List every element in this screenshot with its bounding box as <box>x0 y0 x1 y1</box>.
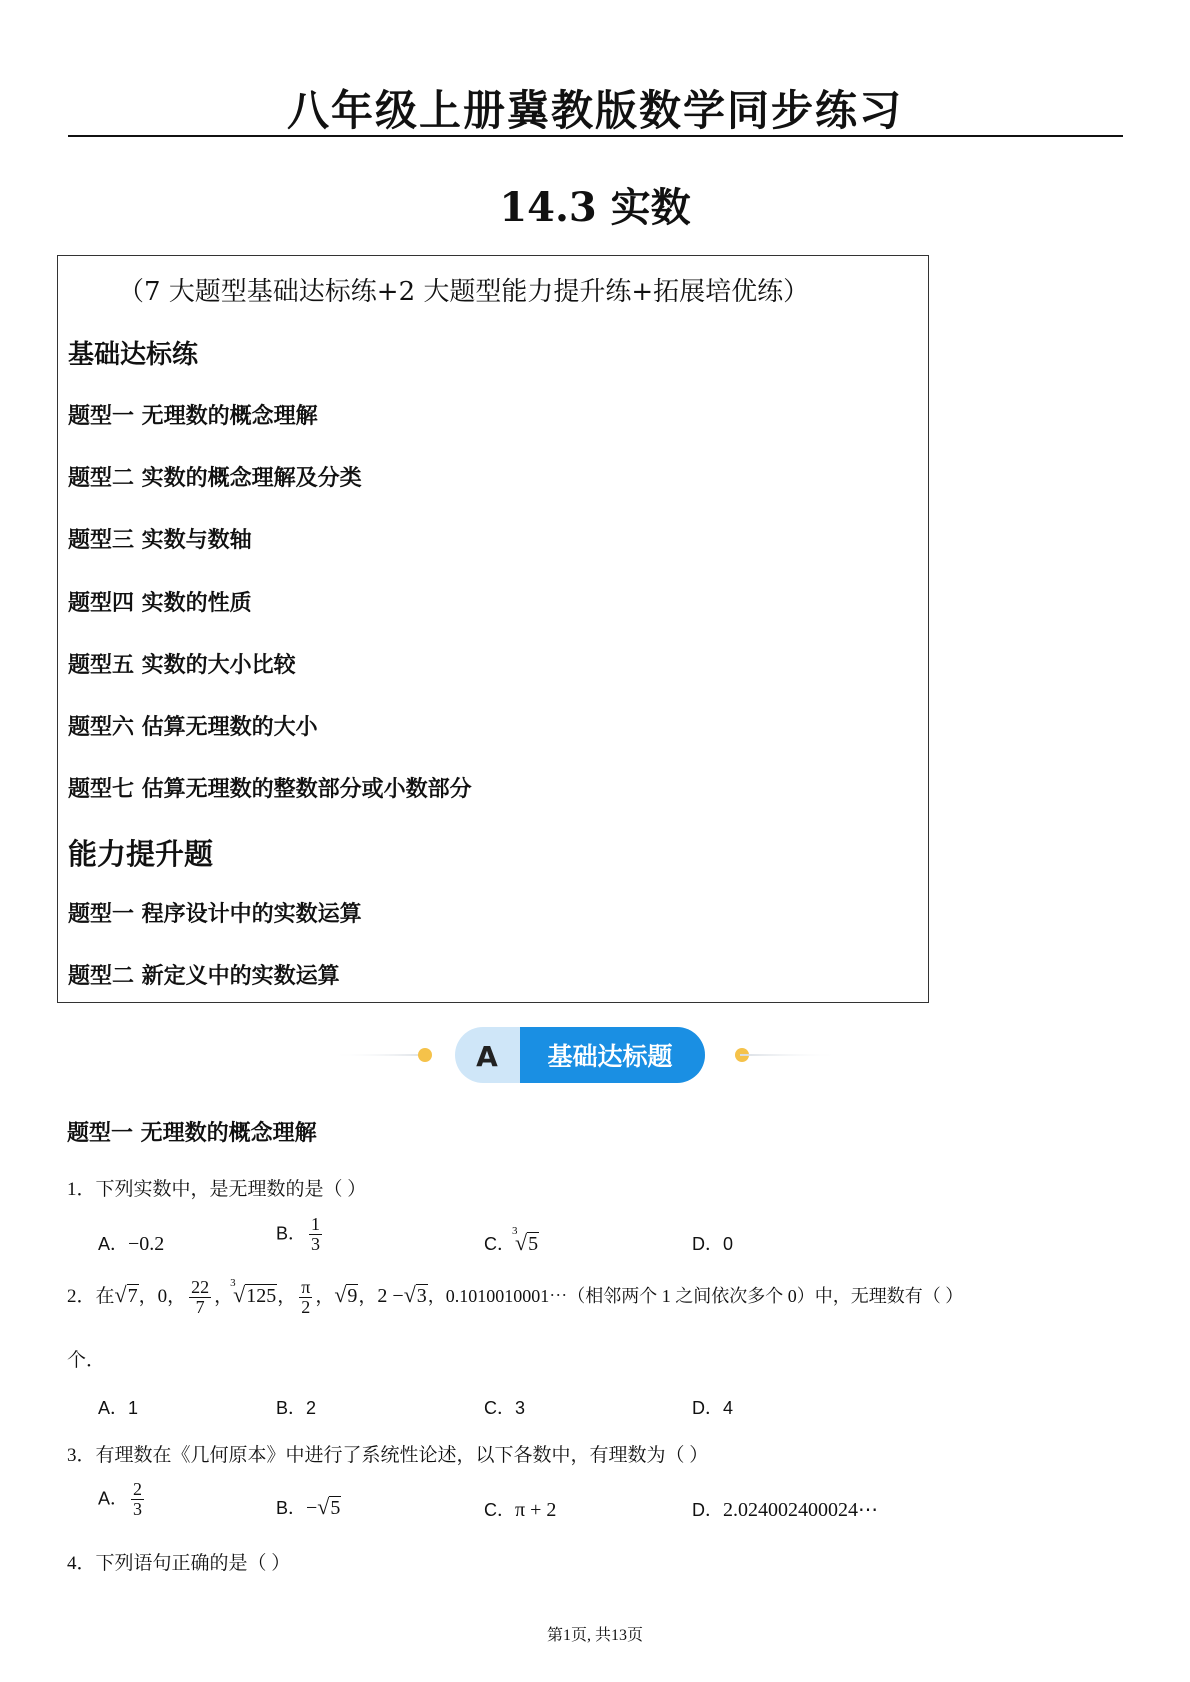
section-heading: 题型一 无理数的概念理解 <box>67 1121 317 1146</box>
question-2-line2: 个． <box>67 1350 106 1371</box>
toc-box <box>57 255 929 1003</box>
section-banner <box>320 1022 850 1088</box>
toc-item: 题型二 实数的概念理解及分类 <box>68 466 362 491</box>
q3-option-d: D．2.024002400024⋯ <box>692 1499 878 1521</box>
banner-label: 基础达标题 <box>547 1042 673 1071</box>
q2-option-b: B．2 <box>276 1398 317 1418</box>
toc-section-advanced: 能力提升题 <box>68 837 214 871</box>
q1-option-a: A．−0.2 <box>98 1233 165 1255</box>
question-1-stem: 1．下列实数中，是无理数的是（ ） <box>67 1179 367 1200</box>
page-subtitle: 14.3 实数 <box>499 184 691 231</box>
toc-item: 题型一 无理数的概念理解 <box>68 404 318 429</box>
question-3-stem: 3．有理数在《几何原本》中进行了系统性论述，以下各数中，有理数为（ ） <box>67 1445 709 1466</box>
toc-item: 题型一 程序设计中的实数运算 <box>68 902 362 927</box>
q2-option-c: C．3 <box>484 1398 526 1418</box>
toc-section-basic: 基础达标练 <box>68 340 199 370</box>
toc-item: 题型五 实数的大小比较 <box>68 653 296 678</box>
q3-option-c: C．π + 2 <box>484 1499 557 1521</box>
banner-line-left <box>330 1054 430 1056</box>
q1-option-c: C． 3 √5 <box>484 1225 539 1255</box>
q3-option-b: B．−√5 <box>276 1494 341 1519</box>
q3-option-a: A． $\frac{2}{3}$ <box>98 1479 143 1519</box>
question-2-stem: 2．在√7，0， $\frac{22}{7}$ ， 3 √125， $\frac{\pi}{2}$ ，√9，2 −√3，0.1010010001⋯（相邻两个 1 之间依次多个 0）中，无理数有（ ） <box>67 1276 964 1317</box>
question-4-stem: 4．下列语句正确的是（ ） <box>67 1553 291 1574</box>
page-footer: 第1页, 共13页 <box>546 1627 643 1644</box>
q1-option-d: D．0 <box>692 1234 734 1254</box>
title-underline <box>68 135 1123 137</box>
toc-intro: （7 大题型基础达标练+2 大题型能力提升练+拓展培优练） <box>118 277 810 307</box>
toc-item: 题型七 估算无理数的整数部分或小数部分 <box>68 777 472 802</box>
toc-item: 题型六 估算无理数的大小 <box>68 715 318 740</box>
toc-item: 题型三 实数与数轴 <box>68 528 252 553</box>
q1-option-b: B． $\frac{1}{3}$ <box>276 1214 321 1254</box>
banner-line-right <box>740 1054 840 1056</box>
q2-option-a: A．1 <box>98 1398 139 1418</box>
page-title: 八年级上册冀教版数学同步练习 <box>286 86 903 135</box>
toc-item: 题型二 新定义中的实数运算 <box>68 964 340 989</box>
toc-item: 题型四 实数的性质 <box>68 591 252 616</box>
banner-letter: A <box>476 1040 498 1073</box>
banner-dot-left <box>418 1048 432 1062</box>
q2-option-d: D．4 <box>692 1398 734 1418</box>
